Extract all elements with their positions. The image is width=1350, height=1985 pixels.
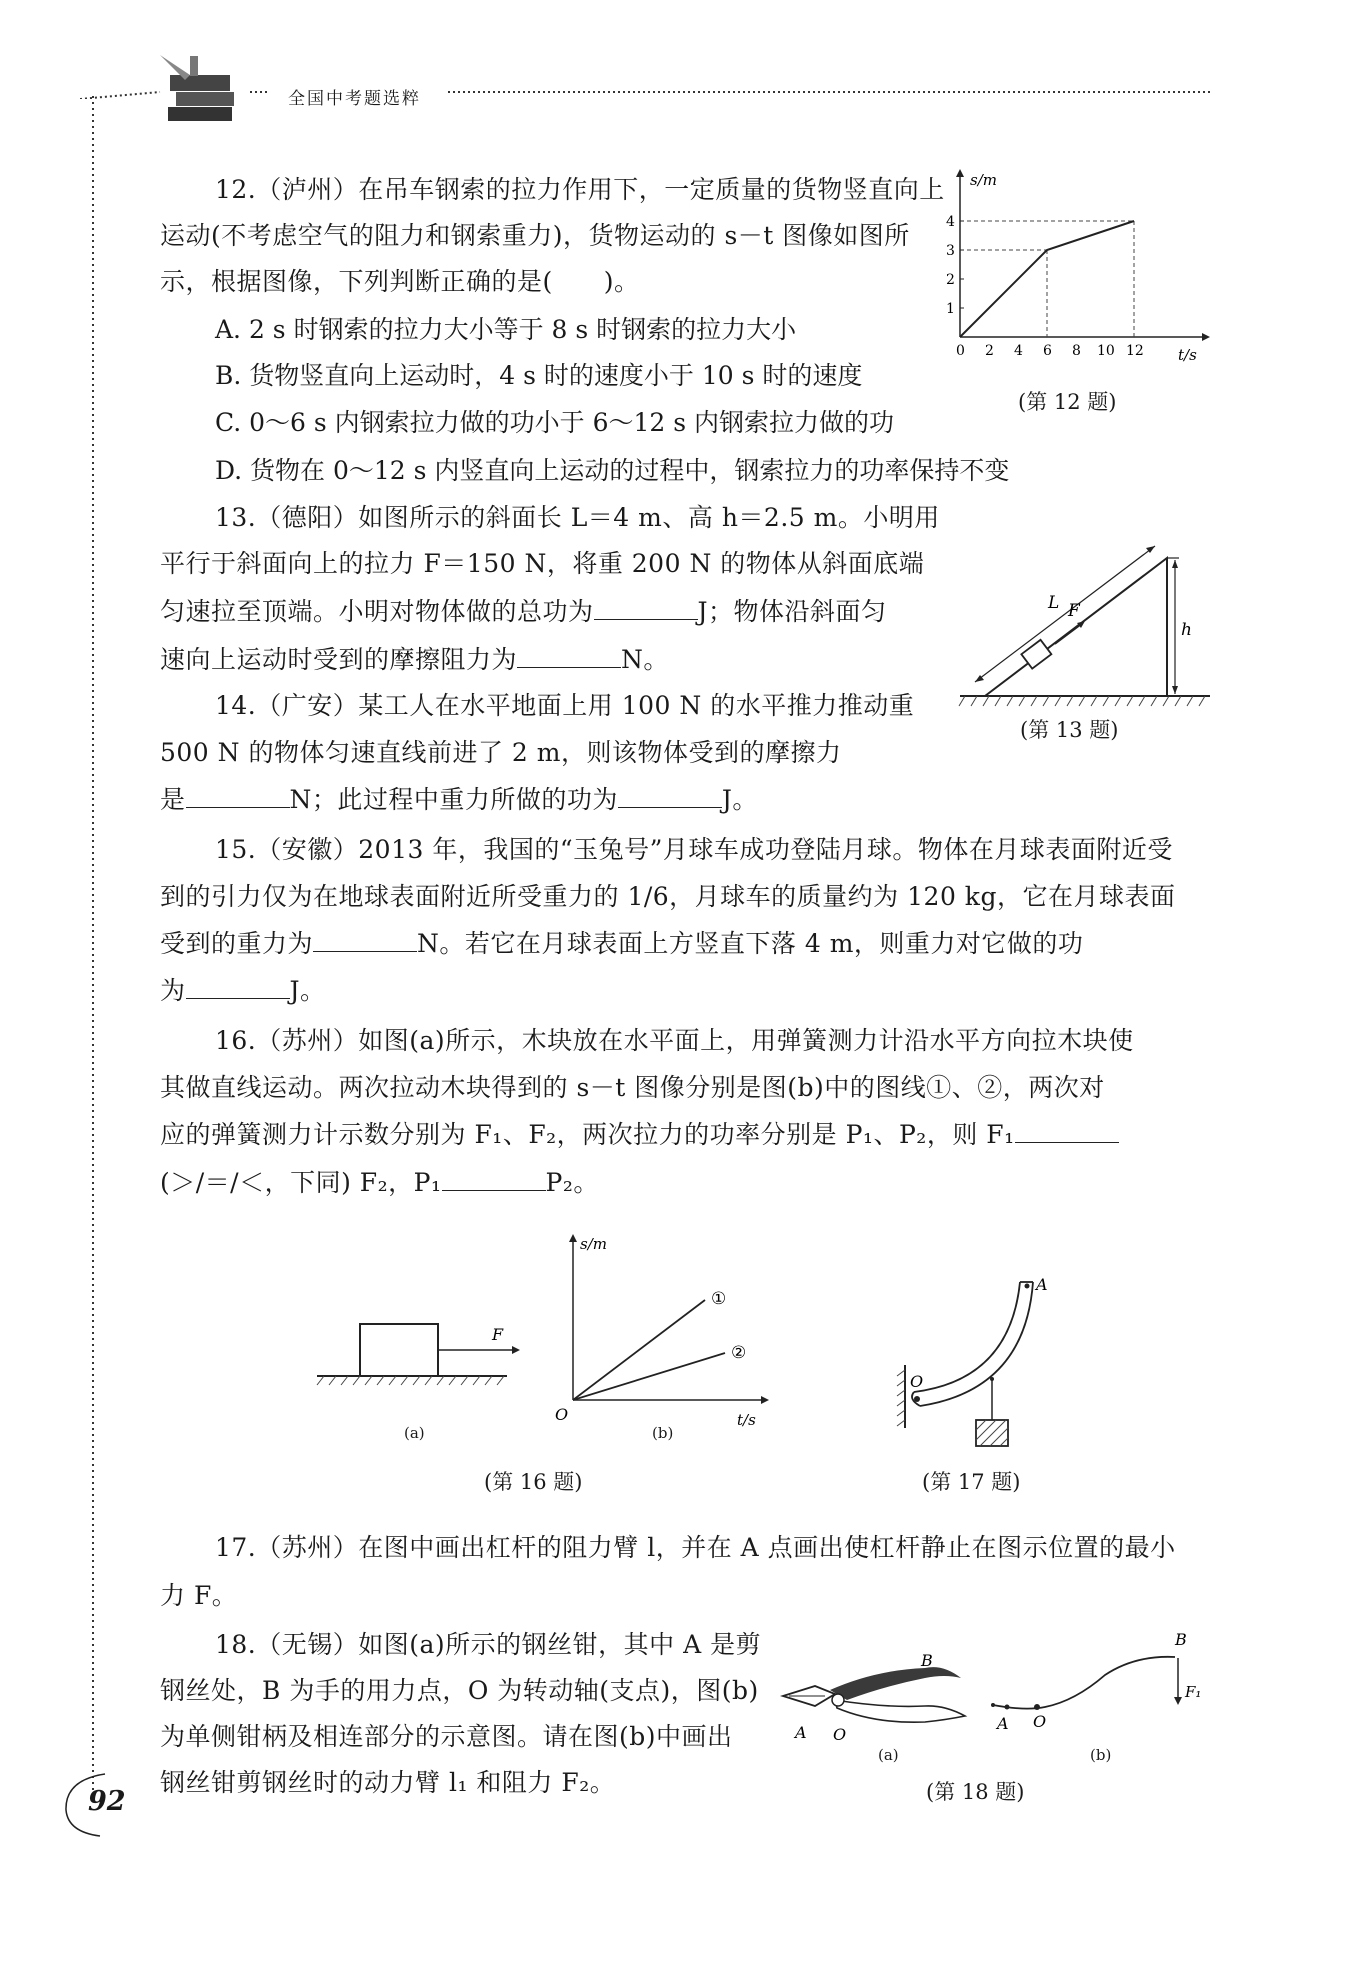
q13-caption: (第 13 题) xyxy=(1020,718,1119,742)
chart-x-tick-label: 4 xyxy=(1014,343,1023,359)
q16-line-4-tail: P₂。 xyxy=(545,1168,599,1197)
chart-y-label: s/m xyxy=(970,171,997,189)
svg-text:②: ② xyxy=(731,1343,747,1363)
q15-line-3-tail: N。若它在月球表面上方竖直下落 4 m，则重力对它做的功 xyxy=(417,929,1084,958)
answer-blank[interactable] xyxy=(517,645,621,668)
q16-line-4-head: (＞/＝/＜，下同) F₂，P₁ xyxy=(160,1168,442,1197)
q18-caption: (第 18 题) xyxy=(926,1780,1025,1804)
answer-blank[interactable] xyxy=(313,929,417,952)
header-title: 全国中考题选粹 xyxy=(288,89,421,109)
q18-fig-a-label: (a) xyxy=(878,1746,899,1764)
q12-option-b: B. 货物竖直向上运动时，4 s 时的速度小于 10 s 时的速度 xyxy=(215,361,863,390)
margin-dotted-rule xyxy=(86,96,100,1896)
svg-text:①: ① xyxy=(711,1289,727,1309)
q15-line: 到的引力仅为在地球表面附近所受重力的 1/6，月球车的质量约为 120 kg，它在月球表面 xyxy=(160,882,1176,911)
q16-line: 其做直线运动。两次拉动木块得到的 s－t 图像分别是图(b)中的图线①、②，两次对 xyxy=(160,1073,1105,1102)
svg-text:B: B xyxy=(921,1651,933,1670)
q15-line-3 xyxy=(160,921,1083,967)
q17-line: 17.（苏州）在图中画出杠杆的阻力臂 l，并在 A 点画出使杠杆静止在图示位置的最小 xyxy=(215,1533,1176,1562)
q15-line: 15.（安徽）2013 年，我国的“玉兔号”月球车成功登陆月球。物体在月球表面附近受 xyxy=(215,835,1173,864)
q14-line: 14.（广安）某工人在水平地面上用 100 N 的水平推力推动重 xyxy=(215,691,915,720)
svg-text:A: A xyxy=(1036,1275,1048,1294)
svg-text:F: F xyxy=(1068,601,1080,621)
q16-fig-a-label: (a) xyxy=(404,1424,425,1442)
chart-x-tick-label: 8 xyxy=(1072,343,1081,359)
q18-fig-b-label: (b) xyxy=(1090,1746,1112,1764)
q12-line: 示，根据图像，下列判断正确的是( )。 xyxy=(160,267,640,296)
svg-text:s/m: s/m xyxy=(580,1235,607,1253)
chart-y-tick-label: 2 xyxy=(946,272,955,288)
chart-x-tick-label: 0 xyxy=(956,343,965,359)
q15-line-4 xyxy=(160,968,326,1014)
svg-text:A: A xyxy=(795,1723,807,1742)
svg-text:O: O xyxy=(555,1405,569,1424)
svg-text:B: B xyxy=(1175,1630,1187,1649)
svg-text:L: L xyxy=(1048,593,1060,613)
q14-line-3 xyxy=(160,777,758,823)
chart-y-tick-label: 1 xyxy=(946,301,955,317)
chart-y-tick-label: 4 xyxy=(946,214,955,230)
q13-line: 平行于斜面向上的拉力 F＝150 N，将重 200 N 的物体从斜面底端 xyxy=(160,549,925,578)
header-dotted-rule xyxy=(80,85,1220,99)
q16-line-3-text: 应的弹簧测力计示数分别为 F₁、F₂，两次拉力的功率分别是 P₁、P₂，则 F₁ xyxy=(160,1120,1015,1149)
chart-y-tick-label: 3 xyxy=(946,243,955,259)
q15-line-4-head: 为 xyxy=(160,976,186,1005)
svg-text:t/s: t/s xyxy=(737,1411,756,1429)
chart-x-arrow xyxy=(1202,333,1210,341)
q12-st-chart xyxy=(940,165,1210,365)
q15-line-3-head: 受到的重力为 xyxy=(160,929,314,958)
q17-lever-figure xyxy=(890,1270,1060,1450)
chart-x-tick-label: 2 xyxy=(985,343,994,359)
q16-caption: (第 16 题) xyxy=(484,1470,583,1494)
answer-blank[interactable] xyxy=(618,785,722,808)
q18-handle-figure xyxy=(985,1625,1210,1745)
q18-line: 为单侧钳柄及相连部分的示意图。请在图(b)中画出 xyxy=(160,1722,733,1751)
q12-caption: (第 12 题) xyxy=(1018,390,1117,414)
q13-line-4-head: 速向上运动时受到的摩擦阻力为 xyxy=(160,645,518,674)
q13-line: 13.（德阳）如图所示的斜面长 L＝4 m、高 h＝2.5 m。小明用 xyxy=(215,503,940,532)
q13-line-3-tail: J；物体沿斜面匀 xyxy=(697,597,887,626)
answer-blank[interactable] xyxy=(1015,1120,1119,1143)
svg-text:F₁: F₁ xyxy=(1185,1683,1202,1701)
q14-line-3-head: 是 xyxy=(160,785,186,814)
q18-line: 钢丝钳剪钢丝时的动力臂 l₁ 和阻力 F₂。 xyxy=(160,1768,616,1797)
svg-text:O: O xyxy=(833,1725,847,1744)
q12-option-d: D. 货物在 0～12 s 内竖直向上运动的过程中，钢索拉力的功率保持不变 xyxy=(215,456,1010,485)
q12-line: 12.（泸州）在吊车钢索的拉力作用下，一定质量的货物竖直向上 xyxy=(215,175,945,204)
chart-x-tick-label: 10 xyxy=(1097,343,1115,359)
svg-text:A: A xyxy=(997,1714,1009,1733)
q18-line: 18.（无锡）如图(a)所示的钢丝钳，其中 A 是剪 xyxy=(215,1630,762,1659)
svg-text:O: O xyxy=(1033,1712,1047,1731)
q16-block-figure xyxy=(312,1310,522,1390)
q16-line-3 xyxy=(160,1112,1119,1158)
answer-blank[interactable] xyxy=(186,785,290,808)
answer-blank[interactable] xyxy=(594,597,698,620)
svg-text:F: F xyxy=(492,1325,504,1344)
q17-caption: (第 17 题) xyxy=(922,1470,1021,1494)
q16-line: 16.（苏州）如图(a)所示，木块放在水平面上，用弹簧测力计沿水平方向拉木块使 xyxy=(215,1026,1134,1055)
page-number: 92 xyxy=(88,1786,126,1817)
q16-line-4 xyxy=(160,1160,599,1206)
q15-line-4-tail: J。 xyxy=(289,976,326,1005)
svg-text:O: O xyxy=(910,1372,924,1391)
chart-y-arrow xyxy=(956,169,964,177)
q14-line-3-mid: N；此过程中重力所做的功为 xyxy=(289,785,618,814)
q13-line-4-tail: N。 xyxy=(621,645,669,674)
q12-option-c: C. 0～6 s 内钢索拉力做的功小于 6～12 s 内钢索拉力做的功 xyxy=(215,408,895,437)
svg-text:h: h xyxy=(1181,620,1192,640)
q12-line: 运动(不考虑空气的阻力和钢索重力)，货物运动的 s－t 图像如图所 xyxy=(160,221,910,250)
answer-blank[interactable] xyxy=(442,1168,546,1191)
chart-x-tick-label: 12 xyxy=(1126,343,1144,359)
q12-option-a: A. 2 s 时钢索的拉力大小等于 8 s 时钢索的拉力大小 xyxy=(215,315,797,344)
q16-fig-b-label: (b) xyxy=(652,1424,674,1442)
q18-pliers-figure xyxy=(775,1650,985,1750)
q14-line: 500 N 的物体匀速直线前进了 2 m，则该物体受到的摩擦力 xyxy=(160,738,842,767)
q13-line-4 xyxy=(160,637,669,683)
q17-line: 力 F。 xyxy=(160,1581,238,1610)
q13-line-3 xyxy=(160,589,887,635)
answer-blank[interactable] xyxy=(186,976,290,999)
chart-x-label: t/s xyxy=(1178,346,1197,364)
q16-st-graph xyxy=(535,1230,775,1430)
q14-line-3-tail: J。 xyxy=(721,785,758,814)
chart-x-tick-label: 6 xyxy=(1043,343,1052,359)
q18-line: 钢丝处，B 为手的用力点，O 为转动轴(支点)，图(b) xyxy=(160,1676,759,1705)
q13-incline-figure xyxy=(955,520,1220,710)
q13-line-3-head: 匀速拉至顶端。小明对物体做的总功为 xyxy=(160,597,594,626)
